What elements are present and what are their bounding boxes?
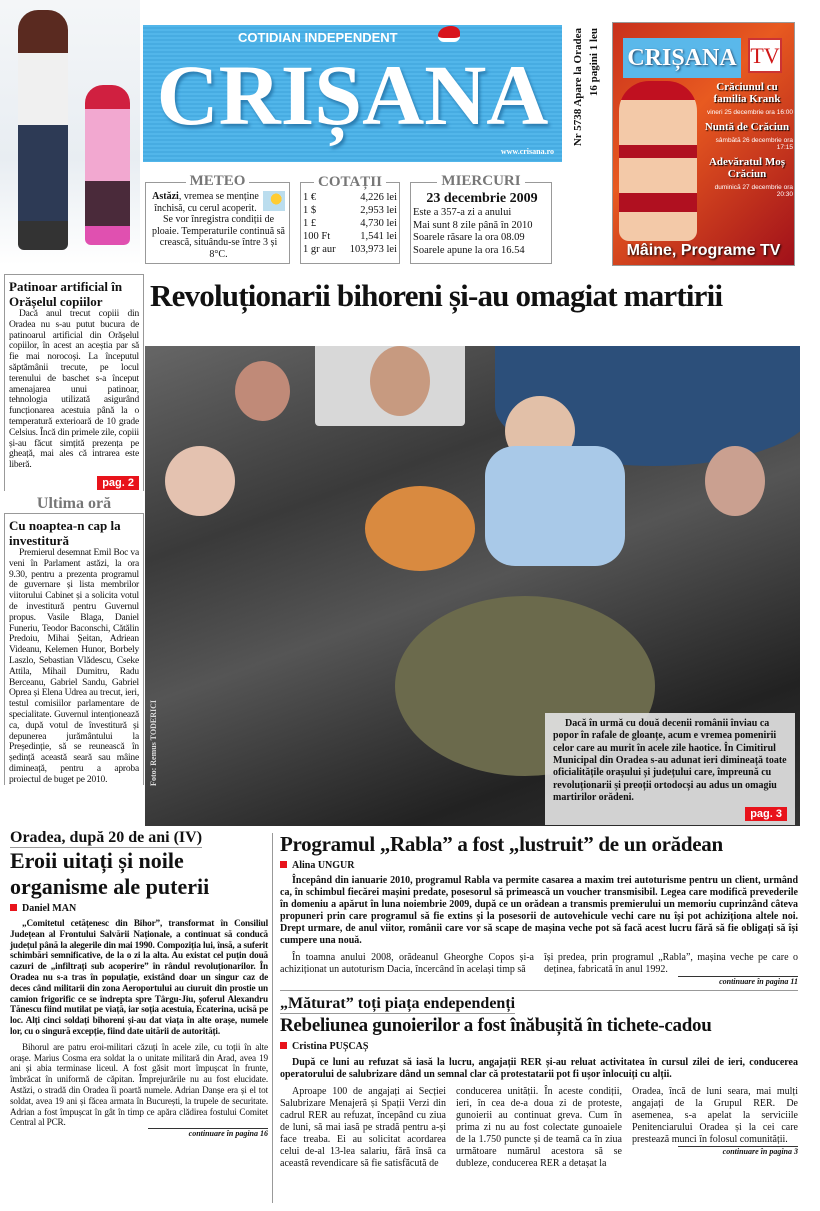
article-column: Aproape 100 de angajați ai Secției Salubrizare Menajeră și Spații Verzi din cadrul RER au refuzat, începând cu ziua de luni, să mai iasă pe stradă pentru a-și face treaba. Ei au solicitat acordarea celui de-al 13-lea salariu, fără însă ca această revendicare să fie satisfăcută de (280, 1086, 446, 1169)
article-title[interactable]: Eroii uitați și noile organisme ale puterii (10, 848, 210, 899)
rate-row (301, 204, 399, 217)
santa-model-image (619, 81, 697, 241)
article-author: Cristina PUȘCAȘ (280, 1040, 798, 1054)
day-info-box (410, 173, 552, 264)
tv-supplement-promo[interactable] (612, 22, 795, 266)
masthead-logo: CRIȘANA (156, 47, 549, 143)
rate-unit: 1 £ (303, 218, 317, 229)
continued-link[interactable]: continuare în pagina 11 (678, 976, 798, 987)
article-garbage-strike (280, 994, 798, 1170)
page-ref-badge[interactable]: pag. 2 (97, 476, 139, 490)
tv-promo-footer: Mâine, Programe TV (626, 242, 781, 259)
article-title[interactable]: Programul „Rabla” a fost „lustruit” de un orădean (280, 832, 723, 856)
rate-row (301, 230, 399, 243)
photo-caption (545, 713, 795, 825)
article-column: conducerea unității. În aceste condiții, ieri, în cea de-a doua zi de proteste, gunoierii au continuat greva. Cum în prima zi nu au fost colectate gunoaiele de la 1.750 puncte și de teamă ca în ziua următoare numărul acestora să se dubleze, conducerea RER a detașat la (456, 1086, 622, 1169)
photo-credit: Foto: Remus TODERICI (149, 700, 158, 786)
article-kicker: Oradea, după 20 de ani (IV) (10, 829, 203, 846)
day-info-line: Soarele răsare la ora 08.09 (413, 232, 525, 243)
right-column (280, 831, 798, 1170)
tv-show-title: Adevăratul Moș Crăciun (708, 155, 786, 180)
masthead-url[interactable]: www.crisana.ro (500, 147, 554, 156)
tv-badge: TV (748, 38, 782, 73)
rate-unit: 1 gr aur (303, 244, 336, 255)
weather-cloud-icon (263, 191, 285, 211)
article-column: În toamna anului 2008, orădeanul Gheorghe Copos și-a achiziționat un autoturism Dacia, încercând în același timp să (280, 952, 534, 975)
day-info-line: Este a 357-a zi a anului (413, 207, 512, 218)
tv-logo: CRIȘANA (623, 38, 741, 78)
article-lead: După ce luni au refuzat să iasă la lucru, angajații RER și-au reluat activitatea în cursul zilei de ieri, conducerea operatorului de salubrizare dând un semnal clar că protestatarii pot fi ușor înlocuiți cu alții. (280, 1057, 798, 1080)
exchange-rates-table (301, 191, 399, 256)
rate-value: 1,541 lei (360, 231, 397, 242)
rate-unit: 1 € (303, 192, 317, 203)
article-column: Oradea, încă de luni seara, mai mulți angajați de la Grupul RER. De asemenea, s-a apelat la serviciile Penitenciarului Oradea și la cei care prestează munci în folosul comunității. (632, 1086, 798, 1145)
article-kicker: „Măturat” toți piața endependenți (280, 995, 516, 1012)
rate-value: 2,953 lei (360, 205, 397, 216)
article-title[interactable]: Rebeliunea gunoierilor a fost înăbușită în tichete-cadou (280, 1015, 712, 1036)
face (165, 446, 235, 516)
caption-text: Dacă în urmă cu două decenii românii înviau ca popor în rafale de gloanțe, acum e vremea pomenirii celor care au murit în acele zile haotice. În Cimitirul Municipal din Oradea s-au adunat ieri dimineață toate oficialitățile orașului și județului care, împreună cu revoluționarii și preoții ortodocși au adus un omagiu martirilor orădeni. (553, 717, 787, 804)
tv-show-time: duminică 27 decembrie ora 20:30 (714, 183, 793, 198)
sidebar-skating-rink[interactable] (4, 274, 144, 491)
rate-value: 4,730 lei (360, 218, 397, 229)
girl-figure (18, 10, 68, 250)
face (370, 346, 430, 416)
masthead-tagline: COTIDIAN INDEPENDENT (238, 30, 398, 45)
sidebar-text: Premierul desemnat Emil Boc va veni în Parlament astăzi, la ora 9.30, pentru a prezenta programul de guvernare și lista membrilor viitorului Cabinet și a solicita votul de investitură pentru Guvernul propus. Vasile Blaga, Daniel Funeriu, Teodor Baconschi, Cătălin Predoiu, Mihai Șeitan, Adriean Videanu, Kelemen Hunor, Borbely Laszlo, Sebastian Vlădescu, Cseke Attila, Mihail Dumitru, Radu Berceanu, Gabriel Sandu, Gabriel Oprea și Elena Udrea au trecut, ieri, testul comisiilor parlamentare de specialitate. Guvernul intenționează ca, după votul de învestitură și depunerea jurământului la Președinție, să se reunească în ședință această seară sau mâine dimineață, pentru a aproba proiectul de buget pe 2010. (9, 547, 139, 785)
article-author: Daniel MAN (10, 902, 268, 916)
face (705, 446, 765, 516)
exchange-rates-box (300, 174, 400, 264)
article-heroes (10, 828, 268, 1139)
article-rabla (280, 831, 798, 987)
priest-robe (485, 446, 625, 566)
rate-value: 103,973 lei (349, 244, 397, 255)
section-label: Ultima oră (36, 494, 112, 512)
face (235, 361, 290, 421)
page-ref-badge[interactable]: pag. 3 (745, 807, 787, 821)
sidebar-title: Patinoar artificial în Orășelul copiilor (9, 279, 123, 309)
main-headline[interactable]: Revoluționarii bihoreni și-au omagiat martirii (150, 278, 723, 313)
rate-unit: 1 $ (303, 205, 317, 216)
article-lead: Începând din ianuarie 2010, programul Rabla va permite casarea a maxim trei autoturisme pentru un client, urmând ca, în schimbul fiecărei mașini predate, posesorul să primească un voucher transmisibil. Legea care modifică prevederile în domeniu a apărut în luna noiembrie 2009, după ce un orădean a transmis premierului un memoriu cuprinzând câteva propuneri prin care programul să fie extins și la posesorii de autovehicule vechi care nu își pot achiziționa altele noi. Drept urmare, de anul viitor, românii care vor să scape de mașina veche pot să facă acest lucru fără să fie obligați să își cumpere una nouă. (280, 875, 798, 946)
day-info-line: Mai sunt 8 zile până în 2010 (413, 219, 533, 231)
tv-show-list (701, 81, 793, 199)
rate-row (301, 243, 399, 256)
article-column: își predea, prin programul „Rabla”, mașina veche pe care o deținea, fabricată în anul 1992. (544, 952, 798, 975)
masthead[interactable] (143, 25, 562, 162)
column-divider (272, 833, 273, 1203)
santa-hat-icon (438, 26, 460, 42)
rate-value: 4,226 lei (360, 192, 397, 203)
weekday-title: MIERCURI (437, 173, 524, 189)
article-body: Bihorul are patru eroi-militari căzuți în acele zile, cu toții în alte orașe. Marius Cosma era soldat la o unitate militară din Arad, avea 19 ani și abia terminase liceul. A fost găsit mort împușcat în frunte, îmbrăcat în uniformă de căpitan. Împrejurările nu au fost elucidate. Astăzi, o stradă din Oradea îi poartă numele. Adrian Danșe era și el tot soldat, avea 19 ani și făcea armata în București, la trupele de securitate. Adrian a fost împușcat în gât în timp ce apăra clădirea fostului Comitet Central al PCR. (10, 1041, 268, 1128)
tv-show-title: Crăciunul cu familia Krank (713, 81, 781, 105)
bread-loaf (365, 486, 475, 571)
rate-unit: 100 Ft (303, 231, 331, 242)
meteo-text: , vremea se menține închisă, cu cerul acoperit. Se vor înregistra condiții de ploaie. Temperaturile continuă să crească, situându-se între 3 și 8°C. (152, 191, 285, 260)
continued-link[interactable]: continuare în pagina 3 (678, 1146, 798, 1157)
tv-show-time: sâmbătă 26 decembrie ora 17:15 (715, 136, 793, 151)
tv-show-time: vineri 25 decembrie ora 16:00 (707, 109, 793, 116)
article-author: Alina UNGUR (280, 859, 798, 873)
issue-number: Nr 5738 Apare la Oradea (572, 28, 584, 147)
article-lead: „Comitetul cetățenesc din Bihor”, transformat în Consiliul Județean al Frontului Salvării Naționale, a continuat să conducă județul până la alegerile din mai 1990. Compoziția lui, însă, a suferit schimbări semnificative, de la o zi la alta. Au existat cel puțin două cazuri de „infiltrați sub acoperire” în rândul revoluționarilor. În Oradea nu s-a tras în populație, existând doar un singur caz de deces când militarii din zona Aeroportului au ciuruit din prostie un camion frigorific ce se îndrepta spre Târgu-Jiu, șoferul Alexandru Tănescu fiind mutilat pe viață, iar soția acestuia, Ecaterina, ucisă pe loc. Alți cinci soldați bihoreni și-au dat viața în alte orașe, numele lor, cu o singură excepție, fiind date uitării de autorități. (10, 918, 268, 1036)
meteo-title: METEO (186, 173, 250, 189)
article-divider (280, 990, 798, 991)
tv-show-title: Nuntă de Crăciun (704, 120, 790, 133)
continued-link[interactable]: continuare în pagina 16 (148, 1128, 268, 1139)
left-column (4, 274, 144, 785)
meteo-box (145, 173, 290, 264)
sidebar-title: Cu noaptea-n cap la investitură (9, 517, 121, 548)
sidebar-text: Dacă anul trecut copiii din Oradea nu s-au putut bucura de patinoarul artificial din Orășelul copiilor, în acest an aceștia par să fie mai norocoși. La începutul săptămânii trecute, pe locul terenului de baschet s-a început amenajarea unui patinoar, tehnologia utilizată asigurând funcționarea acestuia până la o temperatură exterioară de 10 grade Celsius. Încă din primele zile, copiii și-au făcut simțită prezența pe gheață, mai ales că intrarea este liberă. (9, 309, 139, 471)
child-figure (85, 85, 130, 245)
sidebar-last-hour[interactable] (4, 513, 144, 786)
cotatii-title: COTAȚII (314, 174, 386, 190)
rate-row (301, 191, 399, 204)
skating-children-photo (0, 0, 140, 265)
rate-row (301, 217, 399, 230)
date: 23 decembrie 2009 (426, 191, 538, 206)
meteo-lead: Astăzi (152, 191, 179, 202)
day-info-line: Soarele apune la ora 16.54 (413, 244, 525, 256)
issue-info (566, 28, 610, 168)
issue-pages-price: 16 pagini 1 leu (588, 28, 600, 97)
